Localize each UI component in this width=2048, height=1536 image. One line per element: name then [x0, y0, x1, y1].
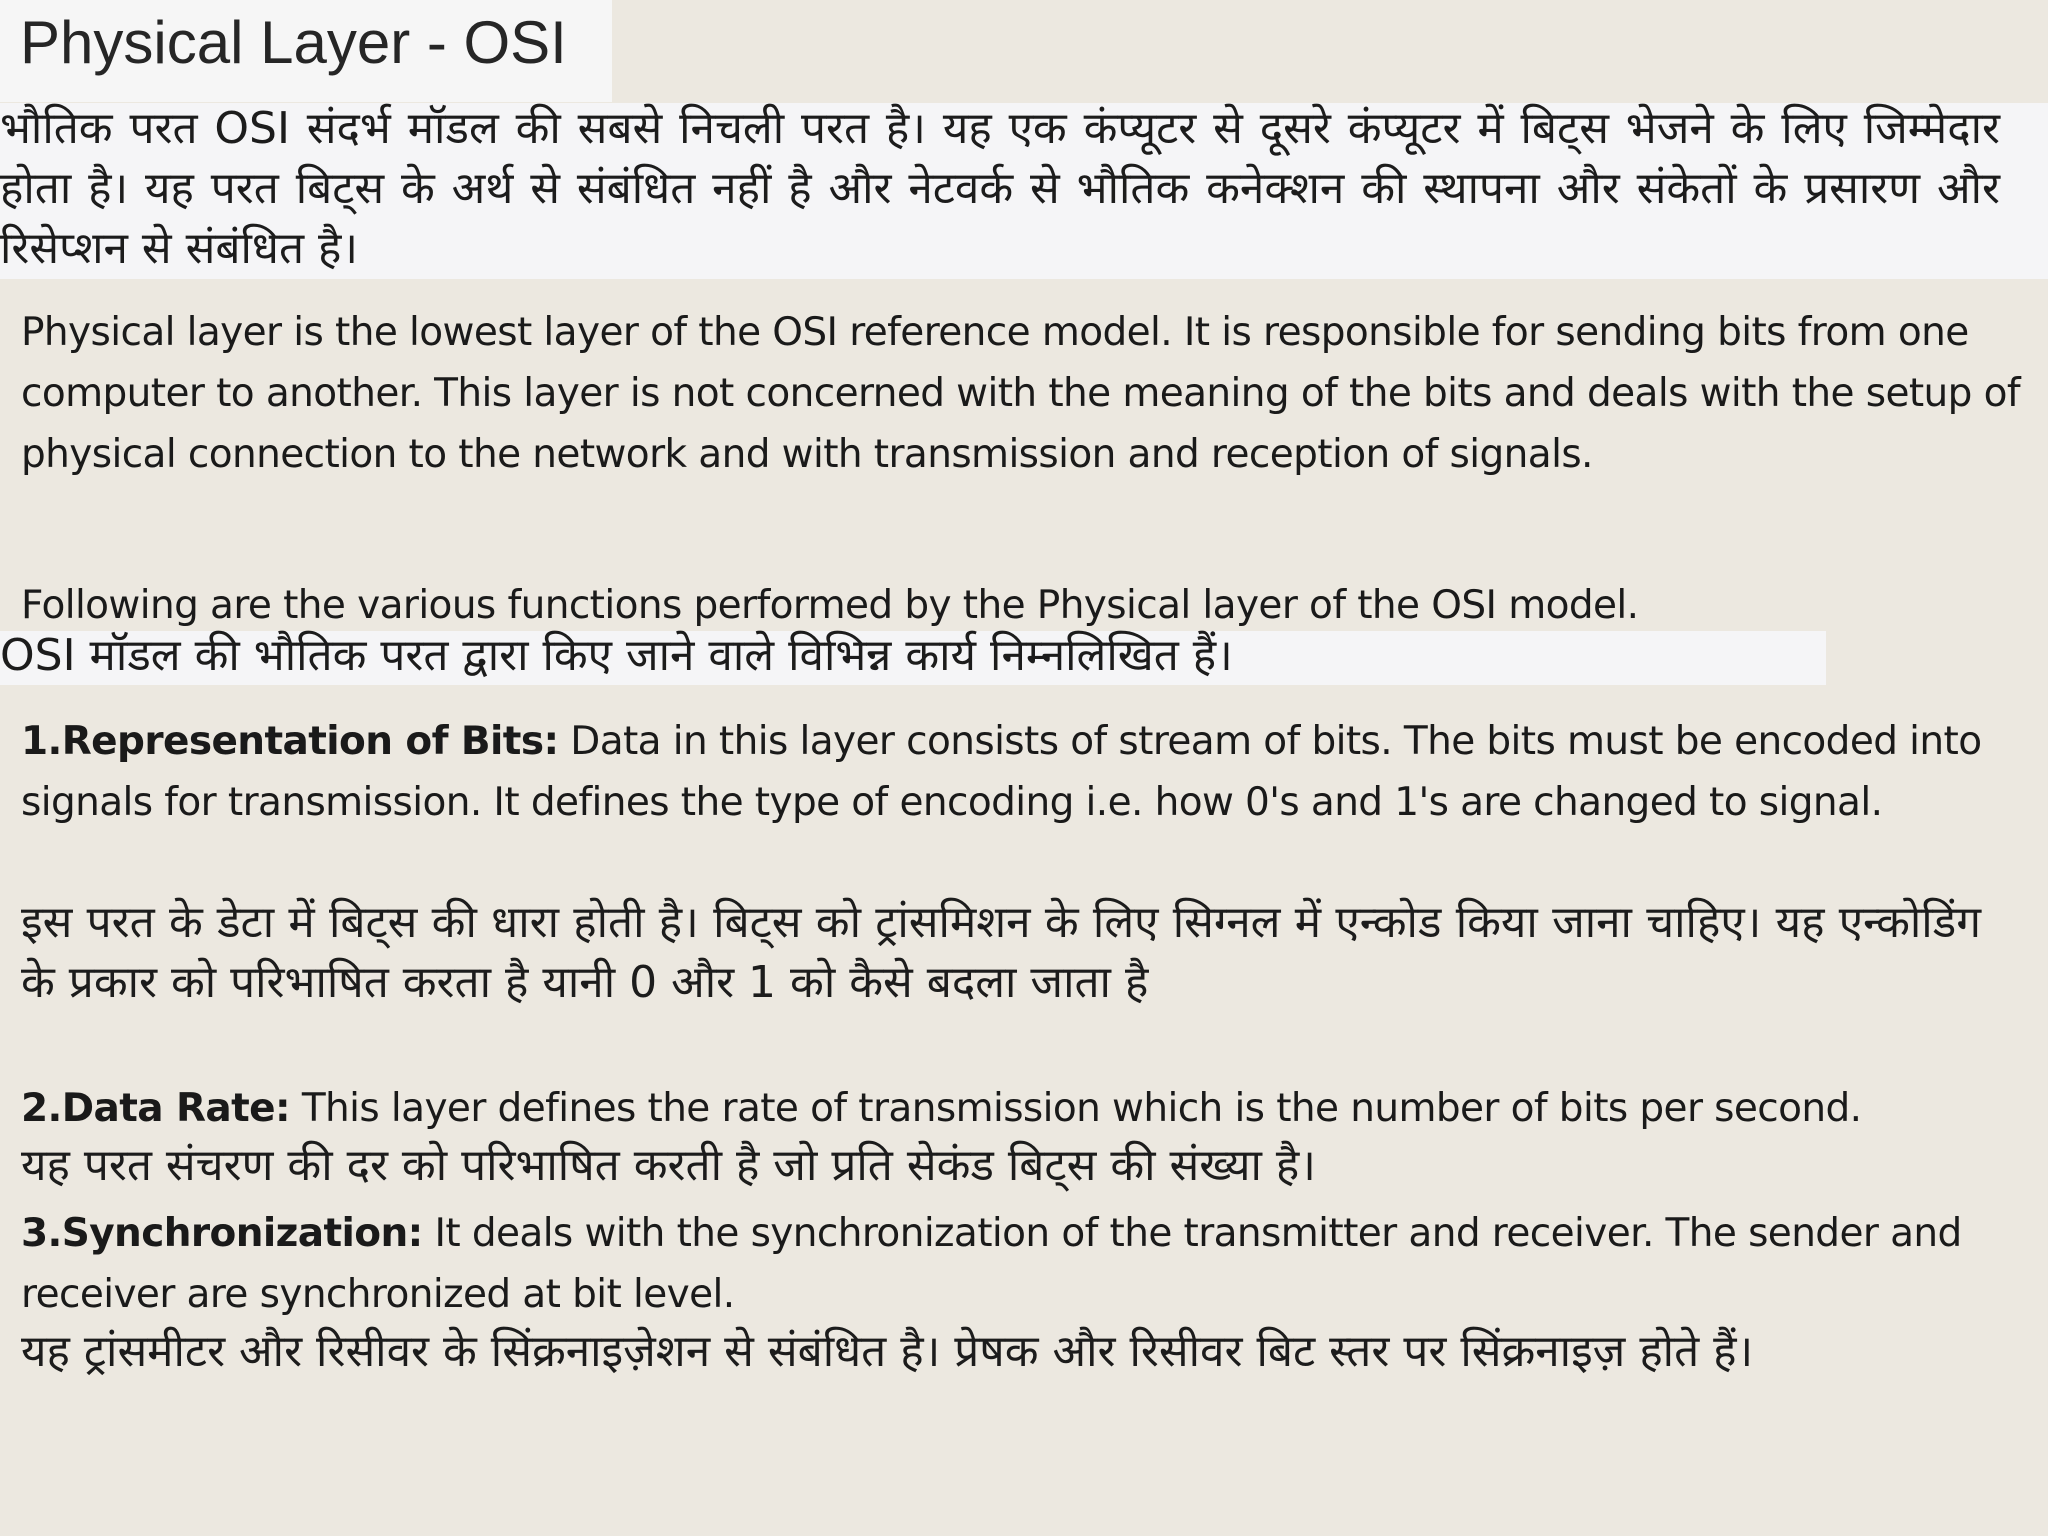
function-2-hindi: यह परत संचरण की दर को परिभाषित करती है जो प्रति सेकंड बिट्स की संख्या है।	[21, 1140, 1316, 1191]
intro-english-text: Physical layer is the lowest layer of the OSI reference model. It is responsible for sending bits from one computer to another. This layer is not concerned with the meaning of the bits and deals with the setup of physical connection to the network and with transmission and reception of signals.	[21, 310, 2020, 477]
function-2-description: This layer defines the rate of transmission which is the number of bits per second.	[290, 1086, 1862, 1131]
functions-intro-english: Following are the various functions performed by the Physical layer of the OSI model.	[21, 583, 1639, 628]
function-1-description: Data in this layer consists of stream of bits. The bits must be encoded into signals for transmission. It defines the type of encoding i.e. how 0's and 1's are changed to signal.	[21, 719, 1982, 825]
function-3-hindi: यह ट्रांसमीटर और रिसीवर के सिंक्रनाइज़ेशन से संबंधित है। प्रेषक और रिसीवर बिट स्तर पर सिंक्रनाइज़ होते हैं।	[21, 1326, 1754, 1377]
function-3-english	[21, 1203, 2031, 1325]
slide-title: Physical Layer - OSI	[20, 9, 567, 76]
functions-intro-hindi: OSI मॉडल की भौतिक परत द्वारा किए जाने वाले विभिन्न कार्य निम्नलिखित हैं।	[0, 630, 1233, 681]
function-3-description: It deals with the synchronization of the transmitter and receiver. The sender and receiver are synchronized at bit level.	[21, 1211, 1962, 1317]
intro-hindi-text: भौतिक परत OSI संदर्भ मॉडल की सबसे निचली परत है। यह एक कंप्यूटर से दूसरे कंप्यूटर में बिट्स भेजने के लिए जिम्मेदार होता है। यह परत बिट्स के अर्थ से संबंधित नहीं है और नेटवर्क से भौतिक कनेक्शन की स्थापना और संकेतों के प्रसारण और रिसेप्शन से संबंधित है।	[0, 103, 2000, 274]
function-3-title: 3.Synchronization:	[21, 1211, 423, 1256]
function-2-title: 2.Data Rate:	[21, 1086, 291, 1131]
function-1-title: 1.Representation of Bits:	[21, 719, 559, 764]
function-1-english	[21, 711, 2021, 833]
slide-title-box	[0, 0, 612, 102]
function-2-english	[21, 1078, 2031, 1139]
function-1-hindi: इस परत के डेटा में बिट्स की धारा होती है। बिट्स को ट्रांसमिशन के लिए सिग्नल में एन्कोड किया जाना चाहिए। यह एन्कोडिंग के प्रकार को परिभाषित करता है यानी 0 और 1 को कैसे बदला जाता है	[21, 897, 1981, 1008]
